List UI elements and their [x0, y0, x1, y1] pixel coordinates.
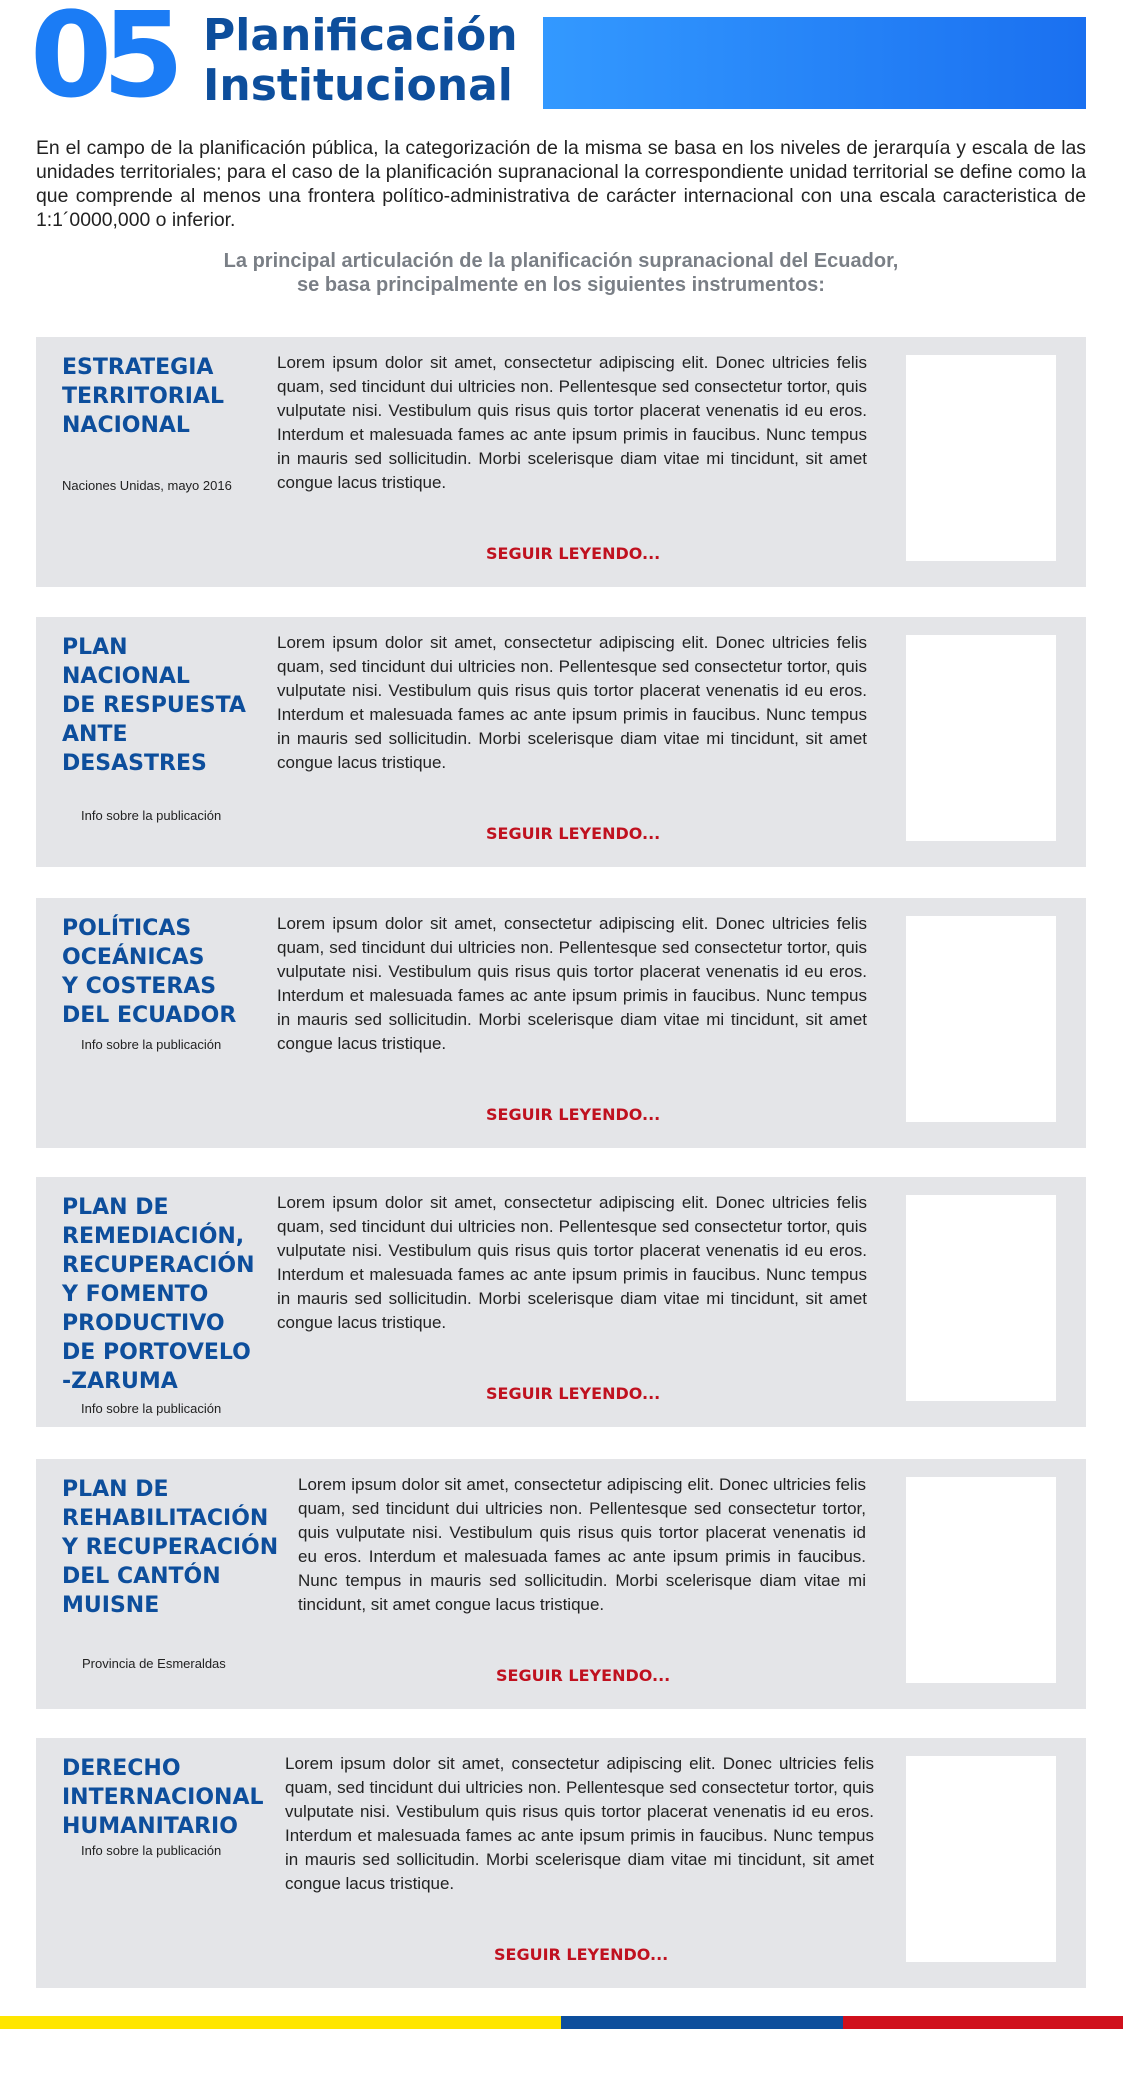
flag-stripe-yellow — [0, 2016, 561, 2029]
intro-paragraph: En el campo de la planificación pública, la categorización de la misma se basa en los niveles de jerarquía y escala de las unidades territoriales; para el caso de la planificación supranacional la correspondiente unidad territorial se define como la que comprende al menos una frontera político-administrativa de carácter internacional con una escala caracteristica de 1:1´0000,000 o inferior. — [36, 137, 1086, 231]
section-subtitle — [150, 249, 972, 297]
card-note: Info sobre la publicación — [81, 808, 222, 823]
card-note: Info sobre la publicación — [81, 1843, 222, 1858]
card-body: Lorem ipsum dolor sit amet, consectetur adipiscing elit. Donec ultricies felis quam, sed tincidunt dui ultricies non. Pellentesque sed consectetur tortor, quis vulputate nisi. Vestibulum quis risus quis tortor placerat venenatis id eu eros. Interdum et malesuada fames ac ante ipsum primis in faucibus. Nunc tempus in mauris sed sollicitudin. Morbi scelerisque diam vitae mi tincidunt, sit amet congue lacus tristique. — [277, 353, 867, 492]
card-title: PLAN DE REHABILITACIÓN Y RECUPERACIÓN DEL CANTÓN MUISNE — [62, 1477, 279, 1618]
card-body: Lorem ipsum dolor sit amet, consectetur adipiscing elit. Donec ultricies felis quam, sed tincidunt dui ultricies non. Pellentesque sed consectetur tortor, quis vulputate nisi. Vestibulum quis risus quis tortor placerat venenatis id eu eros. Interdum et malesuada fames ac ante ipsum primis in faucibus. Nunc tempus in mauris sed sollicitudin. Morbi scelerisque diam vitae mi tincidunt, sit amet congue lacus tristique. — [277, 633, 867, 772]
card-title: ESTRATEGIA TERRITORIAL NACIONAL — [62, 355, 224, 438]
read-more-link[interactable]: SEGUIR LEYENDO... — [486, 544, 661, 563]
page-title-line1: Planificación — [203, 10, 518, 61]
instrument-card — [36, 1738, 1086, 1988]
card-title: DERECHO INTERNACIONAL HUMANITARIO — [62, 1756, 264, 1839]
flag-stripe-blue — [561, 2016, 843, 2029]
card-note: Info sobre la publicación — [81, 1037, 222, 1052]
instrument-card — [36, 337, 1086, 587]
flag-stripe-red — [843, 2016, 1123, 2029]
card-body: Lorem ipsum dolor sit amet, consectetur adipiscing elit. Donec ultricies felis quam, sed tincidunt dui ultricies non. Pellentesque sed consectetur tortor, quis vulputate nisi. Vestibulum quis risus quis tortor placerat venenatis id eu eros. Interdum et malesuada fames ac ante ipsum primis in faucibus. Nunc tempus in mauris sed sollicitudin. Morbi scelerisque diam vitae mi tincidunt, sit amet congue lacus tristique. — [285, 1754, 874, 1893]
read-more-link[interactable]: SEGUIR LEYENDO... — [486, 1105, 661, 1124]
card-thumbnail — [906, 1477, 1056, 1683]
card-title: PLAN NACIONAL DE RESPUESTA ANTE DESASTRES — [62, 635, 246, 776]
read-more-link[interactable]: SEGUIR LEYENDO... — [486, 1384, 661, 1403]
card-thumbnail — [906, 1756, 1056, 1962]
card-thumbnail — [906, 635, 1056, 841]
card-thumbnail — [906, 916, 1056, 1122]
card-note: Naciones Unidas, mayo 2016 — [62, 478, 232, 493]
instrument-card — [36, 898, 1086, 1148]
card-thumbnail — [906, 355, 1056, 561]
read-more-link[interactable]: SEGUIR LEYENDO... — [494, 1945, 669, 1964]
instrument-card — [36, 1459, 1086, 1709]
read-more-link[interactable]: SEGUIR LEYENDO... — [486, 824, 661, 843]
page-title-line2: Institucional — [203, 60, 513, 111]
card-title: PLAN DE REMEDIACIÓN, RECUPERACIÓN Y FOMENTO PRODUCTIVO DE PORTOVELO -ZARUMA — [62, 1195, 255, 1394]
card-body: Lorem ipsum dolor sit amet, consectetur adipiscing elit. Donec ultricies felis quam, sed tincidunt dui ultricies non. Pellentesque sed consectetur tortor, quis vulputate nisi. Vestibulum quis risus quis tortor placerat venenatis id eu eros. Interdum et malesuada fames ac ante ipsum primis in faucibus. Nunc tempus in mauris sed sollicitudin. Morbi scelerisque diam vitae mi tincidunt, sit amet congue lacus tristique. — [298, 1475, 866, 1614]
read-more-link[interactable]: SEGUIR LEYENDO... — [496, 1666, 671, 1685]
card-note: Provincia de Esmeraldas — [82, 1656, 226, 1671]
card-body: Lorem ipsum dolor sit amet, consectetur adipiscing elit. Donec ultricies felis quam, sed tincidunt dui ultricies non. Pellentesque sed consectetur tortor, quis vulputate nisi. Vestibulum quis risus quis tortor placerat venenatis id eu eros. Interdum et malesuada fames ac ante ipsum primis in faucibus. Nunc tempus in mauris sed sollicitudin. Morbi scelerisque diam vitae mi tincidunt, sit amet congue lacus tristique. — [277, 914, 867, 1053]
instrument-card — [36, 1177, 1086, 1427]
card-note: Info sobre la publicación — [81, 1401, 222, 1416]
card-body: Lorem ipsum dolor sit amet, consectetur adipiscing elit. Donec ultricies felis quam, sed tincidunt dui ultricies non. Pellentesque sed consectetur tortor, quis vulputate nisi. Vestibulum quis risus quis tortor placerat venenatis id eu eros. Interdum et malesuada fames ac ante ipsum primis in faucibus. Nunc tempus in mauris sed sollicitudin. Morbi scelerisque diam vitae mi tincidunt, sit amet congue lacus tristique. — [277, 1193, 867, 1332]
card-thumbnail — [906, 1195, 1056, 1401]
section-number: 05 — [30, 0, 175, 124]
subtitle-line2: se basa principalmente en los siguientes instrumentos: — [297, 274, 825, 296]
subtitle-line1: La principal articulación de la planificación supranacional del Ecuador, — [223, 250, 899, 272]
instrument-card — [36, 617, 1086, 867]
card-title: POLÍTICAS OCEÁNICAS Y COSTERAS DEL ECUADOR — [62, 916, 237, 1028]
header-banner — [543, 17, 1086, 109]
